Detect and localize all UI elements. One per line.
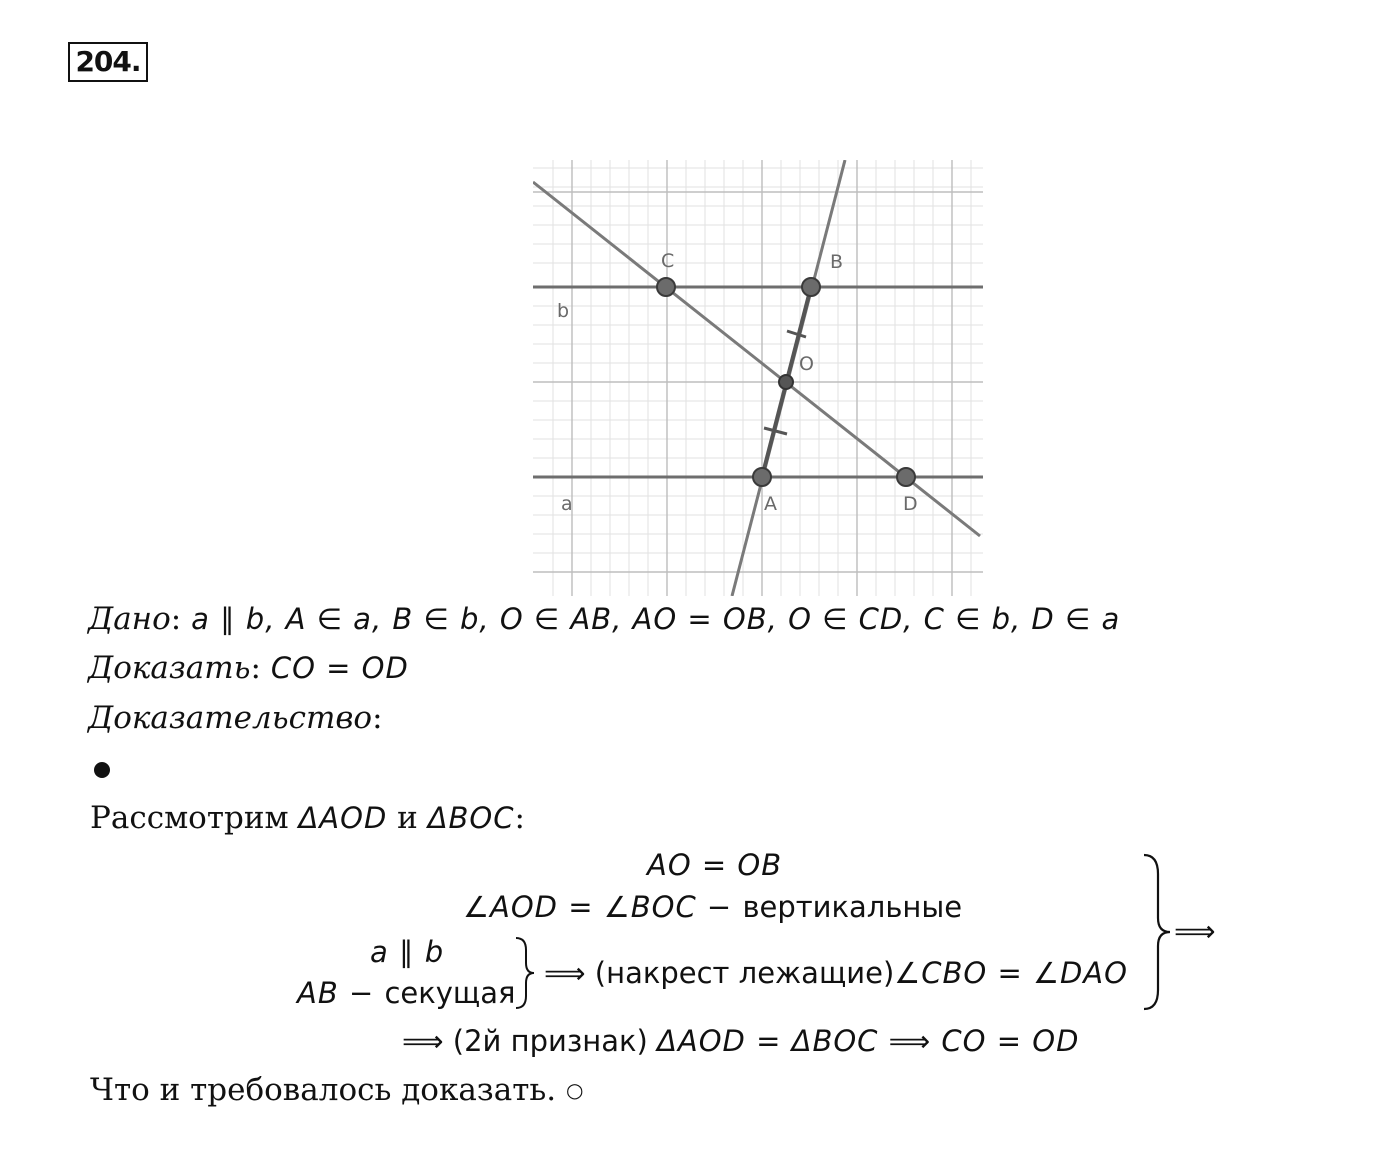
triangle-boc: ΔBOC — [427, 801, 515, 835]
label-a: A — [764, 493, 777, 515]
consider-line — [90, 800, 525, 836]
conclusion-text: (2й признак) — [452, 1024, 658, 1058]
label-line-b: b — [557, 300, 570, 322]
row-vertical-angles — [463, 890, 962, 924]
inner-row-secant-text: секущая — [384, 976, 516, 1010]
label-b: B — [830, 251, 844, 273]
label-d: D — [903, 493, 918, 515]
inner-brace — [512, 936, 538, 1010]
row-alternate-angles-text: (накрест лежащие) — [594, 956, 895, 990]
outer-brace — [1140, 852, 1174, 1012]
row-alternate-angles — [544, 956, 1128, 990]
label-c: C — [661, 250, 675, 272]
row-ao-ob: AO = OB — [647, 848, 783, 882]
prove-text: CO = OD — [270, 651, 409, 685]
geometry-figure — [533, 160, 983, 596]
triangle-aod: ΔAOD — [298, 801, 388, 835]
bullet — [94, 762, 110, 778]
given-line: Дано: a ∥ b, A ∈ a, B ∈ b, O ∈ AB, AO = OB, O ∈ CD, C ∈ b, D ∈ a — [88, 601, 1121, 637]
prove-label: Доказать — [88, 650, 251, 686]
proof-label: Доказательство — [88, 700, 373, 736]
given-label: Дано — [88, 601, 171, 637]
grid-minor — [533, 160, 983, 596]
inner-row-parallel: a ∥ b — [370, 935, 445, 969]
label-line-a: a — [561, 493, 573, 515]
outer-arrow: ⟹ — [1174, 914, 1216, 948]
inner-row-secant-math: AB − — [297, 976, 385, 1010]
row-alternate-angles-arrow: ⟹ — [544, 956, 595, 990]
conclusion-math: ΔAOD = ΔBOC ⟹ CO = OD — [657, 1024, 1080, 1058]
given-text: a ∥ b, A ∈ a, B ∈ b, O ∈ AB, AO = OB, O ∈ CD, C ∈ b, D ∈ a — [191, 602, 1121, 636]
problem-number: 204. — [68, 42, 148, 82]
label-o: O — [799, 353, 814, 375]
row-vertical-angles-text: вертикальные — [742, 890, 963, 924]
consider-and: и — [387, 800, 428, 836]
end-text: Что и требовалось доказать. — [90, 1072, 557, 1108]
consider-prefix: Рассмотрим — [90, 800, 299, 836]
end-mark: ○ — [565, 1078, 584, 1102]
consider-colon: : — [514, 800, 525, 836]
proof-label-line: Доказательство: — [88, 700, 383, 736]
point-a — [753, 468, 771, 486]
conclusion-arrow: ⟹ — [402, 1024, 453, 1058]
row-alternate-angles-math: ∠CBO = ∠DAO — [894, 956, 1128, 990]
point-b — [802, 278, 820, 296]
point-c — [657, 278, 675, 296]
point-o — [779, 375, 793, 389]
prove-line: Доказать: CO = OD — [88, 650, 409, 686]
row-vertical-angles-math: ∠AOD = ∠BOC − — [463, 890, 743, 924]
inner-row-secant — [297, 976, 515, 1010]
conclusion-row — [402, 1024, 1079, 1058]
end-line — [90, 1072, 583, 1108]
point-d — [897, 468, 915, 486]
